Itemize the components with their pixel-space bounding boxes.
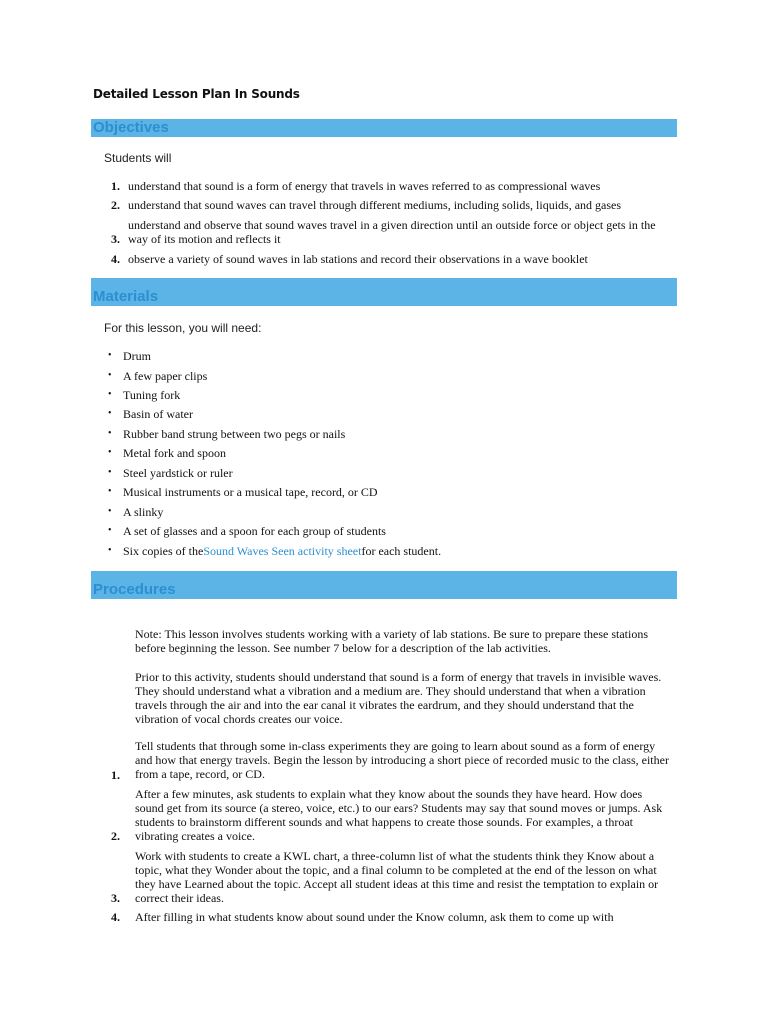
procedure-step-number: 4.	[111, 910, 120, 924]
material-label: Drum	[123, 349, 151, 363]
procedures-prior-knowledge: Prior to this activity, students should understand that sound is a form of energy that travels in invisible waves. They should understand what a vibration and a medium are. They should understand that when a vibration travels through the air and into the ear canal it vibrates the eardrum, and they should understand that the vibration of vocal chords creates our voice.	[135, 670, 662, 726]
materials-list-item	[108, 466, 668, 480]
material-label: Musical instruments or a musical tape, record, or CD	[123, 485, 378, 499]
material-label: Metal fork and spoon	[123, 446, 226, 460]
procedure-step-text: Work with students to create a KWL chart, a three-column list of what the students think they Know about a topic, what they Wonder about the topic, and a final column to be completed at the end of the lesson on what they have Learned about the topic. Accept all student ideas at this time and resist the temptation to explain or correct their ideas.	[135, 849, 659, 905]
materials-list-item	[108, 427, 668, 441]
objective-item	[108, 252, 678, 266]
material-label: Steel yardstick or ruler	[123, 466, 233, 480]
bullet: •	[108, 350, 112, 361]
objective-number: 1.	[111, 179, 120, 193]
material-label-suffix: for each student.	[361, 544, 442, 558]
objective-number: 4.	[111, 252, 120, 266]
objective-item	[108, 198, 678, 212]
materials-heading: Materials	[93, 288, 159, 305]
objectives-intro: Students will	[104, 151, 172, 165]
procedure-step-text: Tell students that through some in-class experiments they are going to learn about sound as a form of energy and how that energy travels. Begin the lesson by introducing a short piece of recorded music to the class, either from a tape, record, or CD.	[135, 739, 669, 781]
procedure-step-number: 2.	[111, 829, 120, 843]
materials-list-item	[108, 544, 668, 558]
objective-text: understand that sound waves can travel through different mediums, including solids, liquids, and gases	[128, 198, 622, 212]
material-label: Tuning fork	[123, 388, 181, 402]
materials-list-item	[108, 349, 668, 363]
materials-list-item	[108, 524, 668, 538]
objective-item	[108, 179, 678, 193]
activity-sheet-link[interactable]: Sound Waves Seen activity sheet	[203, 544, 362, 558]
materials-list-item	[108, 485, 668, 499]
procedure-step-number: 1.	[111, 768, 120, 782]
materials-section-bar	[91, 278, 677, 306]
material-label: A slinky	[123, 505, 164, 519]
objective-text: understand and observe that sound waves travel in a given direction until an outside force or object gets in the way of its motion and reflects it	[128, 218, 656, 246]
material-label: A few paper clips	[123, 369, 208, 383]
bullet: •	[108, 447, 112, 458]
bullet: •	[108, 370, 112, 381]
procedure-step-text: After a few minutes, ask students to explain what they know about the sounds they have heard. How does sound get from its source (a stereo, voice, etc.) to our ears? Students may say that sound moves or jumps. Ask students to brainstorm different sounds and what happens to create those sounds. For examples, a throat vibrating creates a voice.	[135, 787, 663, 843]
bullet: •	[108, 389, 112, 400]
bullet: •	[108, 525, 112, 536]
bullet: •	[108, 486, 112, 497]
bullet: •	[108, 467, 112, 478]
objective-item	[108, 218, 678, 246]
materials-list-item	[108, 369, 668, 383]
objective-number: 2.	[111, 198, 120, 212]
material-label: Rubber band strung between two pegs or nails	[123, 427, 346, 441]
materials-list-item	[108, 407, 668, 421]
bullet: •	[108, 408, 112, 419]
procedures-heading: Procedures	[93, 581, 176, 598]
objectives-heading: Objectives	[93, 119, 169, 136]
materials-list-item	[108, 505, 668, 519]
procedure-step-number: 3.	[111, 891, 120, 905]
objective-text: observe a variety of sound waves in lab stations and record their observations in a wave booklet	[128, 252, 588, 266]
procedure-step-text: After filling in what students know about sound under the Know column, ask them to come up with	[135, 910, 614, 924]
bullet: •	[108, 428, 112, 439]
material-label	[123, 544, 441, 558]
procedures-note: Note: This lesson involves students working with a variety of lab stations. Be sure to prepare these stations before beginning the lesson. See number 7 below for a description of the lab activities.	[135, 627, 649, 655]
material-label: A set of glasses and a spoon for each group of students	[123, 524, 386, 538]
objective-text: understand that sound is a form of energy that travels in waves referred to as compressional waves	[128, 179, 601, 193]
bullet: •	[108, 506, 112, 517]
materials-list-item	[108, 446, 668, 460]
document-title: Detailed Lesson Plan In Sounds	[93, 87, 300, 101]
material-label: Basin of water	[123, 407, 193, 421]
material-label-prefix: Six copies of the	[123, 544, 204, 558]
procedures-section-bar	[91, 571, 677, 599]
objective-number: 3.	[111, 232, 120, 246]
materials-intro: For this lesson, you will need:	[104, 321, 262, 335]
bullet: •	[108, 545, 112, 556]
materials-list-item	[108, 388, 668, 402]
objectives-section-bar	[91, 119, 677, 137]
